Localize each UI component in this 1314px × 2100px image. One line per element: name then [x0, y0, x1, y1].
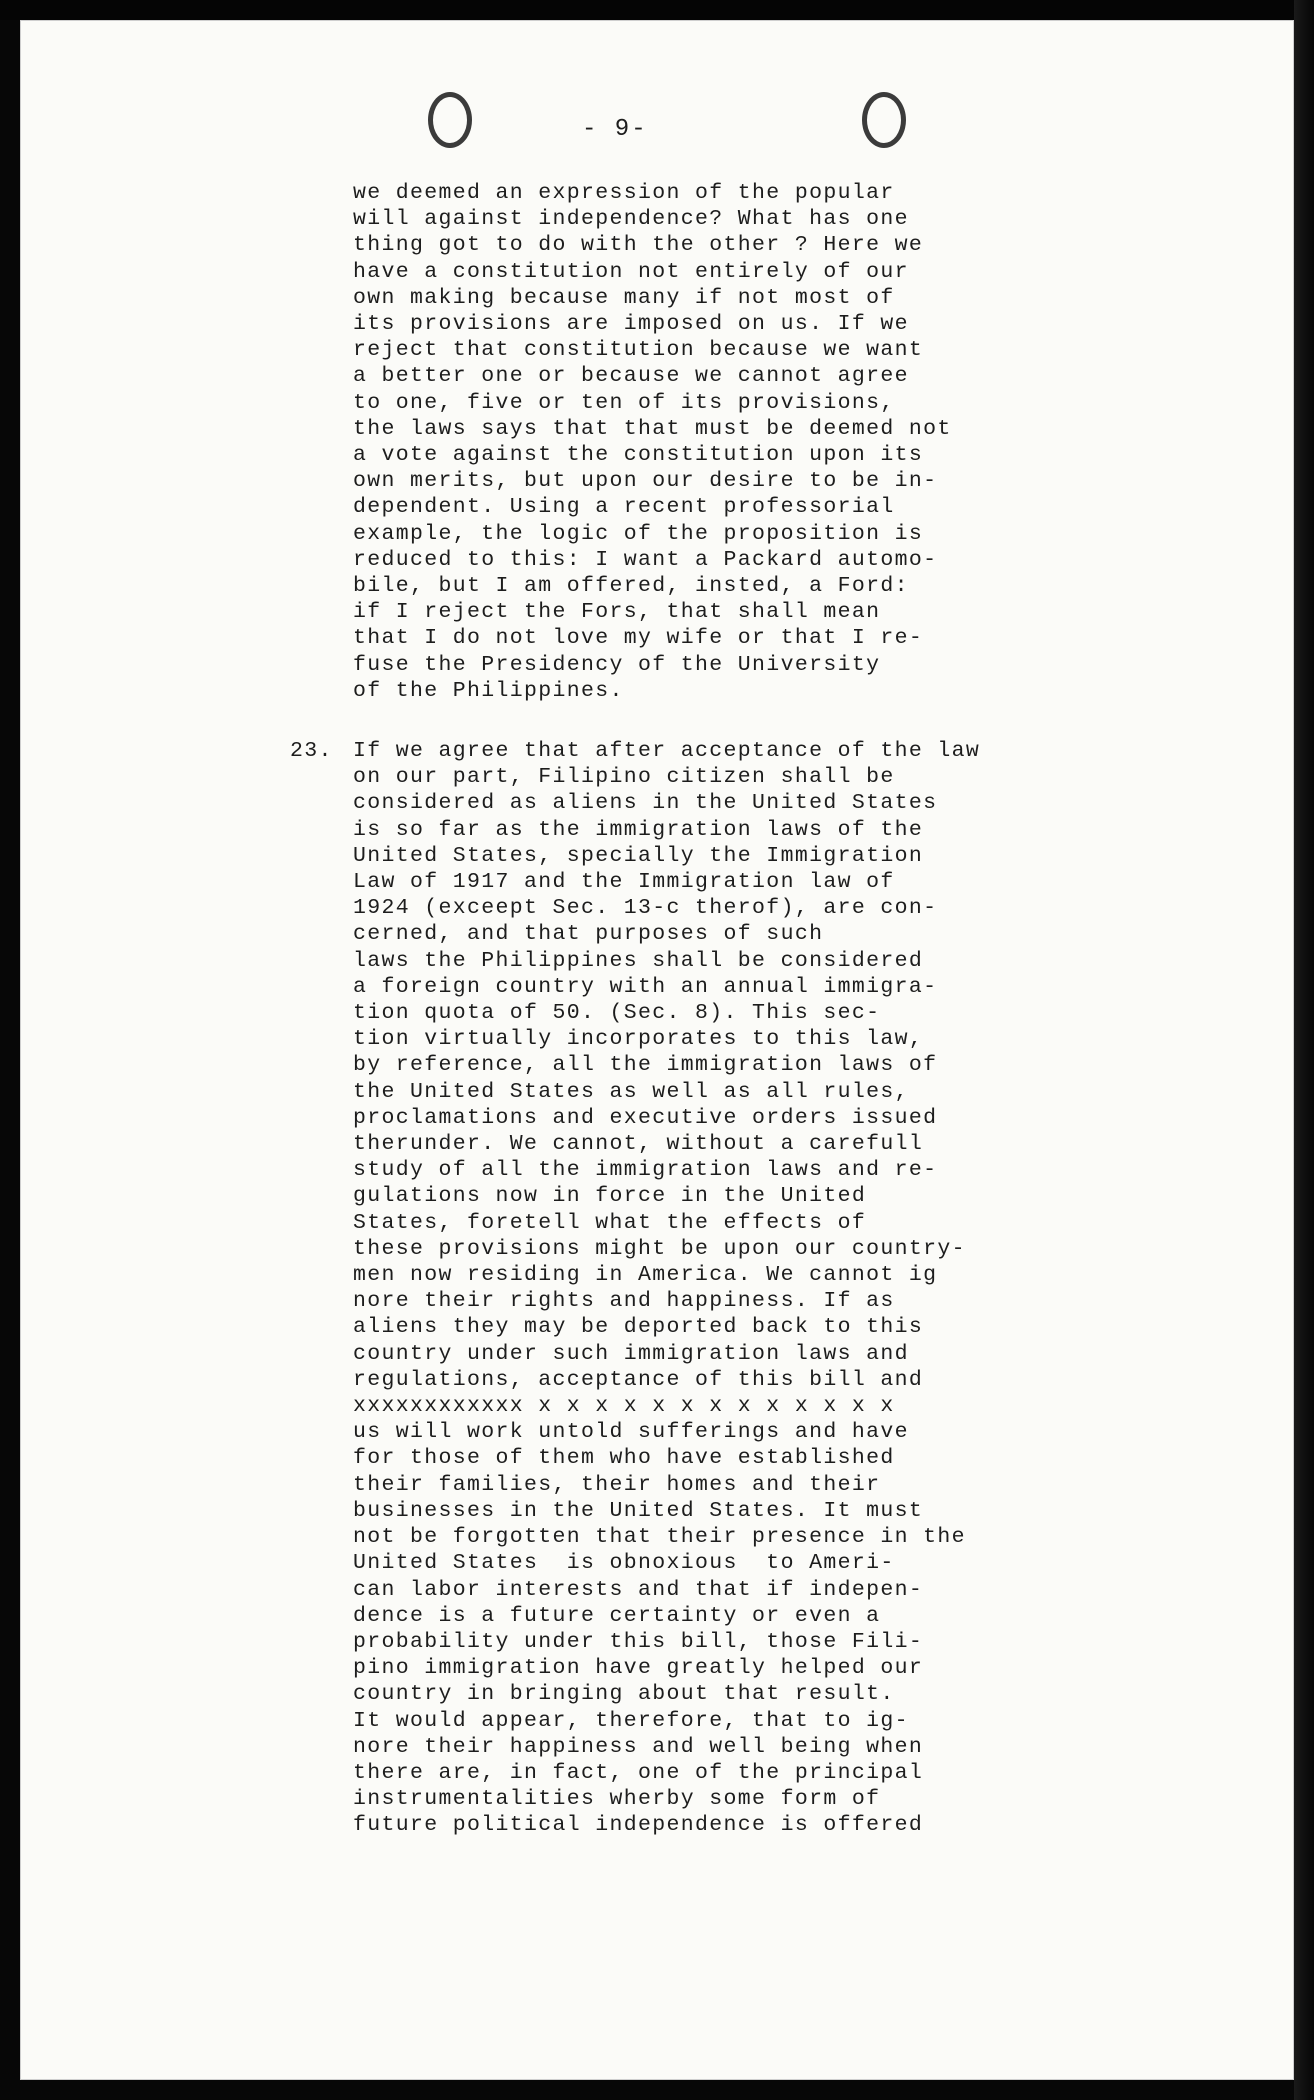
text-line: therunder. We cannot, without a carefull — [353, 1132, 924, 1157]
text-line: reject that constitution because we want — [353, 338, 924, 363]
text-line: United States is obnoxious to Ameri- — [353, 1551, 895, 1576]
text-line: country in bringing about that result. — [353, 1682, 895, 1707]
text-line: a vote against the constitution upon its — [353, 443, 924, 468]
text-line: country under such immigration laws and — [353, 1341, 909, 1366]
text-line: pino immigration have greatly helped our — [353, 1656, 924, 1681]
text-line: thing got to do with the other ? Here we — [353, 233, 924, 258]
text-line: regulations, acceptance of this bill and — [353, 1367, 924, 1392]
text-line: by reference, all the immigration laws of — [353, 1053, 938, 1078]
text-line: we deemed an expression of the popular — [353, 181, 895, 205]
text-line: if I reject the Fors, that shall mean — [353, 600, 881, 625]
text-line: It would appear, therefore, that to ig- — [353, 1708, 909, 1733]
text-line: future political independence is offered — [353, 1813, 924, 1838]
text-line: tion virtually incorporates to this law, — [353, 1027, 924, 1052]
text-line: nore their happiness and well being when — [353, 1734, 924, 1759]
paragraph-continuation — [353, 180, 952, 704]
text-line: a better one or because we cannot agree — [353, 364, 909, 389]
text-line: will against independence? What has one — [353, 207, 909, 232]
text-line: not be forgotten that their presence in the — [353, 1525, 966, 1550]
text-line: laws the Philippines shall be considered — [353, 948, 924, 973]
text-line: us will work untold sufferings and have — [353, 1420, 909, 1445]
text-line: there are, in fact, one of the principal — [353, 1760, 924, 1785]
text-line: own merits, but upon our desire to be in- — [353, 469, 938, 494]
text-line: for those of them who have established — [353, 1446, 895, 1471]
text-line: aliens they may be deported back to this — [353, 1315, 924, 1340]
text-line: United States, specially the Immigration — [353, 843, 924, 868]
text-line: dependent. Using a recent professorial — [353, 495, 895, 520]
scan-border-right — [1294, 0, 1314, 2100]
text-line: the United States as well as all rules, — [353, 1079, 909, 1104]
text-line: of the Philippines. — [353, 678, 624, 703]
text-line: considered as aliens in the United States — [353, 791, 938, 816]
text-line: gulations now in force in the United — [353, 1184, 867, 1209]
text-line: that I do not love my wife or that I re- — [353, 626, 924, 651]
text-line: nore their rights and happiness. If as — [353, 1289, 895, 1314]
text-line: If we agree that after acceptance of the law — [353, 739, 981, 763]
punch-hole-right — [862, 92, 906, 148]
text-line: on our part, Filipino citizen shall be — [353, 765, 895, 790]
text-line: men now residing in America. We cannot ig — [353, 1263, 938, 1288]
text-line: dence is a future certainty or even a — [353, 1603, 881, 1628]
text-line: proclamations and executive orders issued — [353, 1105, 938, 1130]
text-line: a foreign country with an annual immigra- — [353, 974, 938, 999]
text-line: Law of 1917 and the Immigration law of — [353, 870, 895, 895]
text-line: own making because many if not most of — [353, 285, 895, 310]
text-line: bile, but I am offered, insted, a Ford: — [353, 574, 909, 599]
struck-out-line: xxxxxxxxxxxx x x x x x x x x x x x x x — [353, 1394, 895, 1419]
text-line: businesses in the United States. It must — [353, 1498, 924, 1523]
scan-border-top — [0, 0, 1314, 20]
text-line: cerned, and that purposes of such — [353, 922, 824, 947]
text-line: study of all the immigration laws and re- — [353, 1158, 938, 1183]
text-line: tion quota of 50. (Sec. 8). This sec- — [353, 1001, 881, 1026]
paragraph-number: 23. — [290, 739, 333, 763]
punch-hole-left — [428, 92, 472, 148]
text-line: its provisions are imposed on us. If we — [353, 312, 909, 337]
text-line: instrumentalities wherby some form of — [353, 1787, 881, 1812]
text-line: 1924 (exceept Sec. 13-c therof), are con- — [353, 896, 938, 921]
text-line: fuse the Presidency of the University — [353, 652, 881, 677]
text-line: to one, five or ten of its provisions, — [353, 390, 895, 415]
page-number: - 9- — [582, 116, 648, 143]
text-line: probability under this bill, those Fili- — [353, 1629, 924, 1654]
text-line: example, the logic of the proposition is — [353, 521, 924, 546]
text-line: the laws says that that must be deemed not — [353, 416, 952, 441]
text-line: their families, their homes and their — [353, 1472, 881, 1497]
text-line: is so far as the immigration laws of the — [353, 817, 924, 842]
text-line: have a constitution not entirely of our — [353, 259, 909, 284]
text-line: can labor interests and that if indepen- — [353, 1577, 924, 1602]
text-line: reduced to this: I want a Packard automo- — [353, 547, 938, 572]
paragraph-23 — [353, 738, 980, 1839]
text-line: these provisions might be upon our country- — [353, 1236, 966, 1261]
text-line: States, foretell what the effects of — [353, 1210, 867, 1235]
